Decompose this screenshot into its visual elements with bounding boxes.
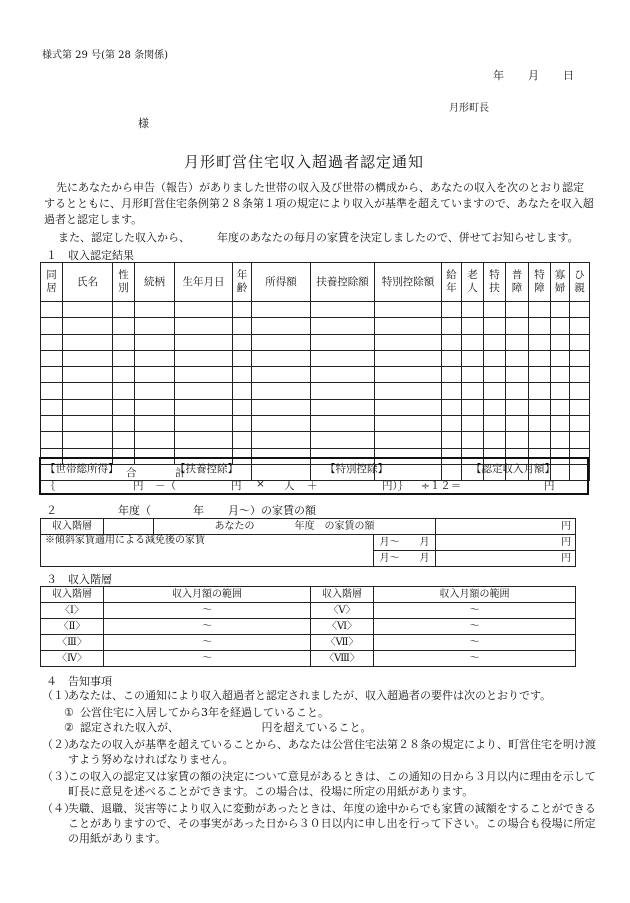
income-table-cell[interactable] <box>442 367 462 383</box>
notice-item-1: （１） あなたは、この通知により収入超過者と認定されましたが、収入超過者の要件は次のとおりです。 <box>42 689 552 702</box>
income-table-row <box>41 383 590 399</box>
income-table-cell[interactable] <box>442 399 462 415</box>
income-table-cell[interactable] <box>529 416 551 432</box>
notice-subitem-1: ① 公営住宅に入居してから3年を経過していること。 <box>64 706 329 719</box>
income-table-col-header: 特別控除額 <box>375 263 442 302</box>
income-table-cell[interactable] <box>252 318 311 334</box>
income-table-cell[interactable] <box>233 399 252 415</box>
income-table-cell[interactable] <box>551 416 570 432</box>
income-table-cell[interactable] <box>311 302 375 318</box>
calc-yen-2: 円 <box>231 480 242 492</box>
income-table-cell[interactable] <box>113 399 135 415</box>
income-table-cell[interactable] <box>570 416 590 432</box>
income-table-cell[interactable] <box>551 367 570 383</box>
income-table-cell[interactable] <box>113 318 135 334</box>
income-table-cell[interactable] <box>506 416 529 432</box>
income-table-cell[interactable] <box>233 302 252 318</box>
income-table-cell[interactable] <box>175 318 233 334</box>
range-col-header-left: 収入月額の範囲 <box>104 587 311 603</box>
income-table-cell[interactable] <box>113 367 135 383</box>
income-table-cell[interactable] <box>375 367 442 383</box>
income-table-cell[interactable] <box>529 367 551 383</box>
date-day: 日 <box>563 69 574 82</box>
income-table-cell[interactable] <box>175 302 233 318</box>
section4-heading: ４ 告知事項 <box>46 675 112 688</box>
income-table-cell[interactable] <box>375 350 442 366</box>
income-range-right: ～ <box>374 635 576 651</box>
income-table-cell[interactable] <box>484 367 506 383</box>
income-table-cell[interactable] <box>63 399 113 415</box>
section2-num: ２ <box>46 504 57 517</box>
income-level-right: 〈Ⅴ〉 <box>311 603 374 619</box>
income-table-cell[interactable] <box>442 383 462 399</box>
income-range-left: ～ <box>104 603 311 619</box>
calculation-box <box>39 457 589 495</box>
income-table-cell[interactable] <box>252 383 311 399</box>
calc-plus: ＋ <box>307 480 318 492</box>
income-table-cell[interactable] <box>551 350 570 366</box>
income-table-cell[interactable] <box>570 432 590 448</box>
income-table-row <box>41 399 590 415</box>
calc-divide: ÷１２＝ <box>421 480 462 492</box>
income-level-left: 〈Ⅲ〉 <box>41 635 104 651</box>
income-table-cell[interactable] <box>175 432 233 448</box>
income-table-cell[interactable] <box>311 367 375 383</box>
calc-times: × <box>256 478 265 490</box>
rent-amount-label: あなたの 年度 の家賃の額 <box>154 519 436 535</box>
recipient-suffix: 様 <box>138 117 149 130</box>
income-table-cell[interactable] <box>135 350 175 366</box>
income-table-cell[interactable] <box>175 350 233 366</box>
income-table-cell[interactable] <box>442 432 462 448</box>
income-table-cell[interactable] <box>375 334 442 350</box>
form-number: 様式第 29 号(第 28 条関係) <box>42 50 168 61</box>
income-table-cell[interactable] <box>41 399 63 415</box>
income-table-cell[interactable] <box>506 367 529 383</box>
income-table-cell[interactable] <box>529 432 551 448</box>
intro-paragraph-1: 先にあなたから申告（報告）がありました世帯の収入及び世帯の構成から、あなたの収入を次のとおり認定するとともに、月形町営住宅条例第２８条第１項の規定により収入が基準を超えていますので、あなたを収入超過者と認定します。 <box>44 181 594 226</box>
income-table-cell[interactable] <box>252 367 311 383</box>
income-table-cell[interactable] <box>233 334 252 350</box>
income-table-cell[interactable] <box>175 383 233 399</box>
income-table-col-header: 年齢 <box>233 263 252 302</box>
income-table-cell[interactable] <box>375 432 442 448</box>
income-table-cell[interactable] <box>570 334 590 350</box>
income-table-cell[interactable] <box>311 399 375 415</box>
income-table-cell[interactable] <box>311 416 375 432</box>
income-table-cell[interactable] <box>113 350 135 366</box>
level-col-header-left: 収入階層 <box>41 587 104 603</box>
income-table-cell[interactable] <box>506 399 529 415</box>
income-table <box>40 262 590 481</box>
income-range-left: ～ <box>104 651 311 667</box>
income-table-col-header: 所得額 <box>252 263 311 302</box>
income-level-right: 〈Ⅶ〉 <box>311 635 374 651</box>
income-table-col-header: 普障 <box>506 263 529 302</box>
income-level-row <box>41 619 576 635</box>
income-table-cell[interactable] <box>175 367 233 383</box>
income-range-right: ～ <box>374 651 576 667</box>
income-level-table <box>40 586 576 667</box>
income-table-cell[interactable] <box>63 350 113 366</box>
income-table-cell[interactable] <box>529 334 551 350</box>
income-table-cell[interactable] <box>529 350 551 366</box>
income-table-col-header: 特扶 <box>484 263 506 302</box>
notice-item-4: （４） 失職、退職、災害等により収入に変動があったときは、年度の途中からでも家賃の減額をすることができることがありますので、その事実があった日から３０日以内に申し出を行って下さい。この場合も役場に所定の用紙があります。 <box>42 802 596 845</box>
label-total-income: 【世帯総所得】 <box>45 463 119 475</box>
income-table-cell[interactable] <box>442 350 462 366</box>
income-table-col-header: 老人 <box>462 263 484 302</box>
income-range-left: ～ <box>104 635 311 651</box>
income-table-col-header: 特障 <box>529 263 551 302</box>
income-table-cell[interactable] <box>462 318 484 334</box>
income-table-cell[interactable] <box>375 416 442 432</box>
intro-paragraph-2b: 年度のあなたの毎月の家賃を決定しましたので、併せてお知らせします。 <box>217 231 579 244</box>
income-table-cell[interactable] <box>529 302 551 318</box>
income-table-cell[interactable] <box>233 367 252 383</box>
income-table-cell[interactable] <box>63 383 113 399</box>
sloped-rent-label: ※傾斜家賃適用による減免後の家賃 <box>41 535 374 567</box>
income-table-cell[interactable] <box>484 302 506 318</box>
income-table-cell[interactable] <box>375 318 442 334</box>
income-table-cell[interactable] <box>252 432 311 448</box>
income-table-cell[interactable] <box>529 318 551 334</box>
income-table-cell[interactable] <box>135 432 175 448</box>
income-level-left: 〈Ⅱ〉 <box>41 619 104 635</box>
income-table-cell[interactable] <box>506 383 529 399</box>
income-table-cell[interactable] <box>484 350 506 366</box>
income-table-cell[interactable] <box>484 383 506 399</box>
intro-paragraph-2a: また、認定した収入から、 <box>58 231 190 244</box>
date-month: 月 <box>528 69 539 82</box>
income-table-col-header: 氏名 <box>63 263 113 302</box>
income-table-row <box>41 367 590 383</box>
document-title: 月形町営住宅収入超過者認定通知 <box>184 153 425 171</box>
income-table-cell[interactable] <box>311 383 375 399</box>
income-table-cell[interactable] <box>113 334 135 350</box>
income-table-cell[interactable] <box>41 318 63 334</box>
income-table-cell[interactable] <box>484 334 506 350</box>
income-table-col-header: 寡婦 <box>551 263 570 302</box>
income-table-cell[interactable] <box>252 416 311 432</box>
income-table-col-header: 生年月日 <box>175 263 233 302</box>
income-table-col-header: 同居 <box>41 263 63 302</box>
income-table-cell[interactable] <box>484 432 506 448</box>
income-table-cell[interactable] <box>113 432 135 448</box>
notice-item-3: （３） この収入の認定又は家賃の額の決定について意見があるときは、この通知の日から３月以内に理由を示して町長に意見を述べることができます。この場合は、役場に所定の用紙があります。 <box>42 770 596 798</box>
income-table-cell[interactable] <box>570 350 590 366</box>
income-table-cell[interactable] <box>551 318 570 334</box>
label-dependent-deduction: 【扶養控除】 <box>175 463 238 475</box>
income-table-cell[interactable] <box>252 302 311 318</box>
sloped-rent-period-1: 月～ 月 <box>374 535 436 551</box>
income-table-col-header: 扶養控除額 <box>311 263 375 302</box>
income-table-cell[interactable] <box>570 383 590 399</box>
label-monthly-income: 【認定収入月額】 <box>471 463 555 475</box>
income-table-cell[interactable] <box>311 334 375 350</box>
income-table-cell[interactable] <box>442 334 462 350</box>
income-table-cell[interactable] <box>570 302 590 318</box>
income-level-row <box>41 635 576 651</box>
section3-heading: ３ 収入階層 <box>46 573 112 586</box>
income-table-cell[interactable] <box>233 350 252 366</box>
income-table-cell[interactable] <box>311 350 375 366</box>
calc-minus: －（ <box>155 480 176 492</box>
income-table-row <box>41 318 590 334</box>
income-table-cell[interactable] <box>233 416 252 432</box>
income-table-cell[interactable] <box>462 367 484 383</box>
rent-table <box>40 518 576 567</box>
income-table-row <box>41 334 590 350</box>
income-table-cell[interactable] <box>375 399 442 415</box>
income-level-row <box>41 603 576 619</box>
income-table-cell[interactable] <box>233 383 252 399</box>
income-table-cell[interactable] <box>135 416 175 432</box>
income-table-row <box>41 432 590 448</box>
income-table-col-header: ひ親 <box>570 263 590 302</box>
income-table-cell[interactable] <box>506 350 529 366</box>
income-table-cell[interactable] <box>63 416 113 432</box>
income-level-row <box>41 651 576 667</box>
label-special-deduction: 【特別控除】 <box>325 463 388 475</box>
income-table-cell[interactable] <box>233 432 252 448</box>
calc-open-brace: ｛ <box>45 480 56 492</box>
income-table-cell[interactable] <box>551 334 570 350</box>
calc-yen-3: 円）｝ <box>382 480 409 492</box>
income-table-cell[interactable] <box>135 383 175 399</box>
income-table-cell[interactable] <box>175 416 233 432</box>
income-table-cell[interactable] <box>113 416 135 432</box>
date-year: 年 <box>493 69 504 82</box>
income-table-cell[interactable] <box>41 383 63 399</box>
income-table-cell[interactable] <box>252 350 311 366</box>
income-table-cell[interactable] <box>63 432 113 448</box>
income-table-cell[interactable] <box>41 334 63 350</box>
notice-list <box>42 688 597 848</box>
rent-income-level-value <box>104 519 154 535</box>
level-col-header-right: 収入階層 <box>311 587 374 603</box>
income-table-row <box>41 350 590 366</box>
income-table-cell[interactable] <box>484 416 506 432</box>
sender-name: 月形町長 <box>449 103 489 114</box>
section1-heading: １ 収入認定結果 <box>46 249 134 262</box>
income-table-cell[interactable] <box>462 399 484 415</box>
income-table-cell[interactable] <box>63 334 113 350</box>
sloped-rent-yen-1: 円 <box>436 535 576 551</box>
income-table-cell[interactable] <box>63 318 113 334</box>
income-table-cell[interactable] <box>462 350 484 366</box>
income-table-cell[interactable] <box>252 334 311 350</box>
income-table-col-header: 性別 <box>113 263 135 302</box>
income-table-cell[interactable] <box>375 383 442 399</box>
income-table-cell[interactable] <box>484 318 506 334</box>
income-table-cell[interactable] <box>529 383 551 399</box>
income-table-cell[interactable] <box>252 399 311 415</box>
income-table-cell[interactable] <box>41 416 63 432</box>
income-table-cell[interactable] <box>113 302 135 318</box>
income-table-cell[interactable] <box>462 302 484 318</box>
income-range-right: ～ <box>374 603 576 619</box>
income-table-cell[interactable] <box>175 334 233 350</box>
income-table-cell[interactable] <box>175 399 233 415</box>
section2-year: 年 <box>193 504 204 517</box>
income-table-row <box>41 302 590 318</box>
income-table-cell[interactable] <box>311 318 375 334</box>
income-table-cell[interactable] <box>135 318 175 334</box>
income-table-cell[interactable] <box>41 432 63 448</box>
income-table-cell[interactable] <box>462 432 484 448</box>
income-level-left: 〈Ⅳ〉 <box>41 651 104 667</box>
income-table-cell[interactable] <box>442 318 462 334</box>
income-table-cell[interactable] <box>551 302 570 318</box>
income-table-cell[interactable] <box>311 432 375 448</box>
income-table-cell[interactable] <box>484 399 506 415</box>
income-table-cell[interactable] <box>233 318 252 334</box>
income-table-cell[interactable] <box>570 399 590 415</box>
income-range-right: ～ <box>374 619 576 635</box>
income-table-total-label: 合 計 <box>41 464 252 480</box>
sloped-rent-period-2: 月～ 月 <box>374 551 436 567</box>
range-col-header-right: 収入月額の範囲 <box>374 587 576 603</box>
income-table-cell[interactable] <box>375 302 442 318</box>
income-table-cell[interactable] <box>570 318 590 334</box>
section2-nendo: 年度（ <box>118 504 151 517</box>
income-table-cell[interactable] <box>506 432 529 448</box>
income-table-cell[interactable] <box>135 367 175 383</box>
notice-subitem-2: ② 認定された収入が、 円を超えていること。 <box>64 721 372 734</box>
rent-income-level-label: 収入階層 <box>41 519 104 535</box>
income-table-row <box>41 416 590 432</box>
income-table-cell[interactable] <box>442 416 462 432</box>
income-table-col-header: 給年 <box>442 263 462 302</box>
income-table-cell[interactable] <box>551 383 570 399</box>
income-level-right: 〈Ⅷ〉 <box>311 651 374 667</box>
sloped-rent-yen-2: 円 <box>436 551 576 567</box>
income-table-cell[interactable] <box>135 399 175 415</box>
income-table-cell[interactable] <box>506 318 529 334</box>
calc-yen-4: 円 <box>544 480 555 492</box>
income-table-cell[interactable] <box>63 367 113 383</box>
income-table-cell[interactable] <box>506 302 529 318</box>
calc-yen-1: 円 <box>133 480 144 492</box>
income-table-cell[interactable] <box>462 383 484 399</box>
income-table-cell[interactable] <box>506 334 529 350</box>
income-table-cell[interactable] <box>551 432 570 448</box>
income-table-cell[interactable] <box>41 367 63 383</box>
calc-person: 人 <box>284 480 295 492</box>
income-level-right: 〈Ⅵ〉 <box>311 619 374 635</box>
income-table-header <box>41 263 590 302</box>
income-table-cell[interactable] <box>442 302 462 318</box>
income-table-cell[interactable] <box>113 383 135 399</box>
income-table-col-header: 続柄 <box>135 263 175 302</box>
income-table-cell[interactable] <box>135 302 175 318</box>
income-table-cell[interactable] <box>551 399 570 415</box>
income-table-cell[interactable] <box>135 334 175 350</box>
income-table-cell[interactable] <box>41 302 63 318</box>
income-level-left: 〈Ⅰ〉 <box>41 603 104 619</box>
income-table-cell[interactable] <box>63 302 113 318</box>
income-range-left: ～ <box>104 619 311 635</box>
income-table-cell[interactable] <box>462 334 484 350</box>
income-table-cell[interactable] <box>529 399 551 415</box>
rent-amount-yen: 円 <box>436 519 576 535</box>
income-table-cell[interactable] <box>570 367 590 383</box>
income-table-cell[interactable] <box>462 416 484 432</box>
section2-month: 月～）の家賃の額 <box>228 504 316 517</box>
notice-item-2: （２） あなたの収入が基準を超えていることから、あなたは公営住宅法第２８条の規定により、町営住宅を明け渡すよう努めなければなりません。 <box>42 738 596 766</box>
income-table-cell[interactable] <box>41 350 63 366</box>
